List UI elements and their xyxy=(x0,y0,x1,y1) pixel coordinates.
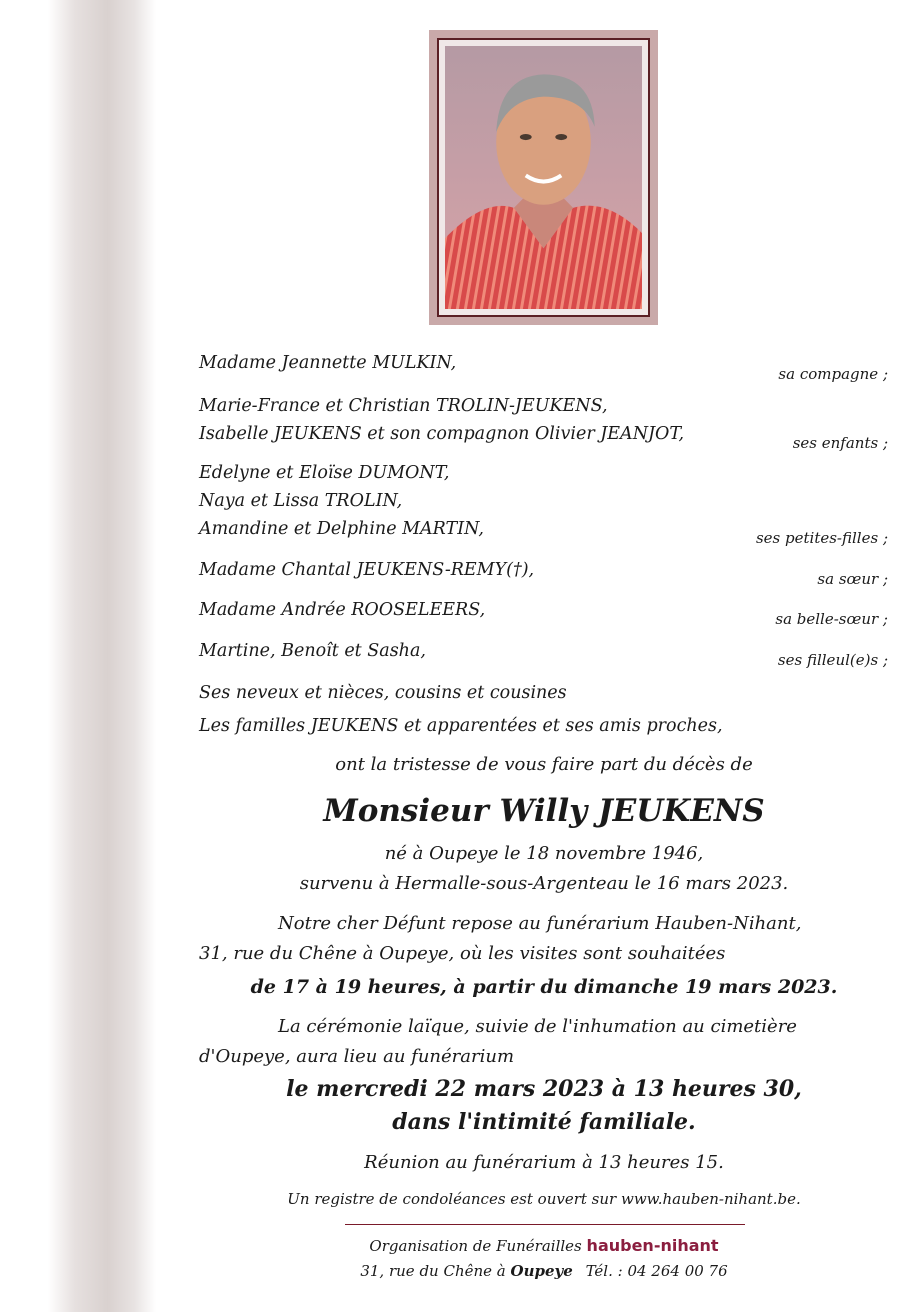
family-relation: sa compagne ; xyxy=(778,365,888,383)
family-relation: sa sœur ; xyxy=(817,570,888,588)
family-name: Madame Andrée ROOSELEERS, xyxy=(199,600,486,620)
family-name: Edelyne et Eloïse DUMONT, xyxy=(199,463,450,483)
family-name: Les familles JEUKENS et apparentées et ses amis proches, xyxy=(199,716,723,736)
footer-org xyxy=(170,1236,918,1255)
family-name: Marie-France et Christian TROLIN-JEUKENS, xyxy=(199,396,608,416)
family-name: Isabelle JEUKENS et son compagnon Olivier JEANJOT, xyxy=(199,424,685,444)
ceremony-date: le mercredi 22 mars 2023 à 13 heures 30, xyxy=(286,1076,802,1102)
family-name: Madame Jeannette MULKIN, xyxy=(199,353,457,373)
family-name: Amandine et Delphine MARTIN, xyxy=(199,519,484,539)
decorative-side-band xyxy=(48,0,156,1312)
family-entry xyxy=(199,677,888,743)
announcement-text: ont la tristesse de vous faire part du décès de xyxy=(335,754,753,775)
ceremony-line-1: La cérémonie laïque, suivie de l'inhumation au cimetière xyxy=(278,1016,797,1037)
footer-org-label: Organisation de Funérailles xyxy=(369,1237,582,1255)
family-relation: ses filleul(e)s ; xyxy=(777,651,888,669)
family-entry xyxy=(199,637,888,669)
footer-divider xyxy=(345,1224,745,1225)
brand-logo-text: hauben-nihant xyxy=(586,1236,719,1255)
footer-address-prefix: 31, rue du Chêne à xyxy=(360,1262,506,1280)
death-line: survenu à Hermalle-sous-Argenteau le 16 mars 2023. xyxy=(299,873,789,894)
footer-town: Oupeye xyxy=(510,1262,573,1280)
family-name: Madame Chantal JEUKENS-REMY(†), xyxy=(199,560,535,580)
family-relation: ses petites-filles ; xyxy=(755,529,888,547)
footer-phone: Tél. : 04 264 00 76 xyxy=(585,1262,728,1280)
rest-line-2: 31, rue du Chêne à Oupeye, où les visites sont souhaitées xyxy=(199,943,726,964)
family-name: Martine, Benoît et Sasha, xyxy=(199,641,426,661)
family-entry xyxy=(199,459,888,547)
family-entry xyxy=(199,596,888,628)
family-name: Ses neveux et nièces, cousins et cousines xyxy=(199,683,567,703)
rest-line-1: Notre cher Défunt repose au funérarium Hauben-Nihant, xyxy=(278,913,802,934)
family-entry xyxy=(199,556,888,588)
portrait-frame xyxy=(429,30,658,325)
footer-address xyxy=(170,1262,918,1280)
condolence-register: Un registre de condoléances est ouvert sur www.hauben-nihant.be. xyxy=(287,1190,801,1208)
family-relation: ses enfants ; xyxy=(792,434,888,452)
birth-line: né à Oupeye le 18 novembre 1946, xyxy=(384,843,704,864)
family-name: Naya et Lissa TROLIN, xyxy=(199,491,403,511)
deceased-name: Monsieur Willy JEUKENS xyxy=(323,793,765,829)
meeting-time: Réunion au funérarium à 13 heures 15. xyxy=(364,1152,724,1173)
family-relation: sa belle-sœur ; xyxy=(775,610,888,628)
family-entry xyxy=(199,349,888,383)
ceremony-private: dans l'intimité familiale. xyxy=(392,1109,696,1135)
portrait-photo xyxy=(445,46,642,309)
visits-hours: de 17 à 19 heures, à partir du dimanche 19 mars 2023. xyxy=(250,976,838,998)
family-entry xyxy=(199,392,888,452)
ceremony-line-2: d'Oupeye, aura lieu au funérarium xyxy=(199,1046,515,1067)
